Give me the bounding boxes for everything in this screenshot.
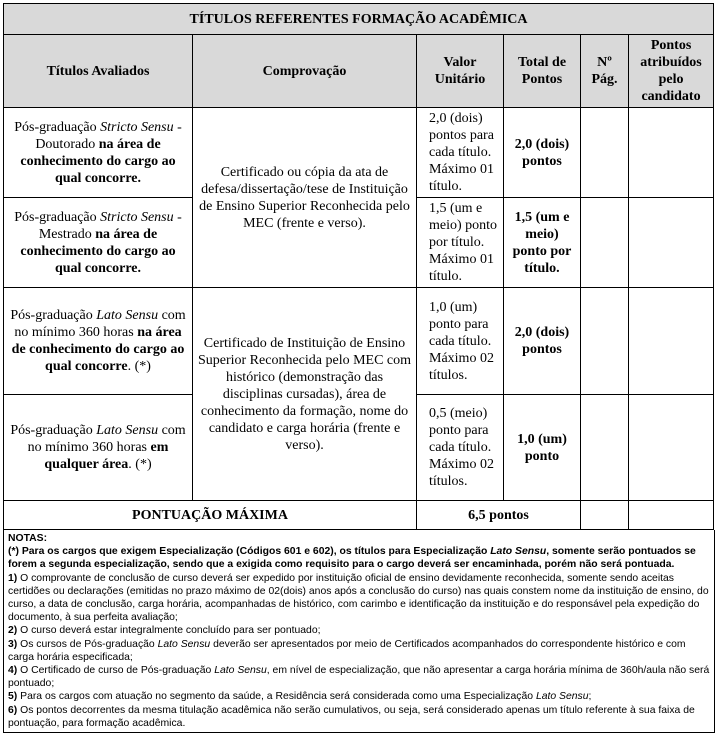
atribuidos-cell [629,395,714,501]
titulo-cell: Pós-graduação Stricto Sensu - Mestrado na área de conhecimento do cargo ao qual concorre. [4,198,193,288]
valor-cell: 1,0 (um) ponto para cada título. Máximo 02 títulos. [417,288,504,395]
pag-cell [581,198,629,288]
note-2: 2) O curso deverá estar integralmente concluído para ser pontuado; [8,625,321,637]
titulo-cell: Pós-graduação Stricto Sensu - Doutorado na área de conhecimento do cargo ao qual concorre. [4,108,193,198]
pag-cell [581,108,629,198]
table-title: TÍTULOS REFERENTES FORMAÇÃO ACADÊMICA [4,4,714,35]
table-row [4,288,714,395]
header-atribuidos: Pontos atribuídos pelo candidato [629,35,714,108]
comprovacao-cell: Certificado de Instituição de Ensino Superior Reconhecida pelo MEC com histórico (demonstração das disciplinas cursadas), área de conhecimento da formação, nome do candidato e carga horária (frente e verso). [193,288,417,501]
note-1: 1) O comprovante de conclusão de curso deverá ser expedido por instituição oficial de ensino devidamente reconhecida, somente sendo aceitas certidões ou declarações (emitidas no prazo máximo de 02(dois) anos após a conclusão do curso) nas quais constem nome da instituição de ensino, do curso, a data de conclusão, carga horária, acompanhadas de histórico, com carimbo e identificação da instituição e do responsável pela expedição do documento, à sua perfeita avaliação; [8,572,709,624]
header-titulos: Títulos Avaliados [4,35,193,108]
note-5: 5) Para os cargos com atuação no segmento da saúde, a Residência será considerada como uma Especialização Lato Sensu; [8,691,592,703]
table-row [4,108,714,198]
pag-cell [581,288,629,395]
pag-cell [581,395,629,501]
total-cell: 1,5 (um e meio) ponto por título. [504,198,581,288]
pontuacao-maxima-label: PONTUAÇÃO MÁXIMA [4,501,417,530]
valor-cell: 2,0 (dois) pontos para cada título. Máximo 01 título. [417,108,504,198]
valor-cell: 1,5 (um e meio) ponto por título. Máximo 01 título. [417,198,504,288]
titulo-cell: Pós-graduação Lato Sensu com no mínimo 360 horas na área de conhecimento do cargo ao qual concorre. (*) [4,288,193,395]
total-cell: 1,0 (um) ponto [504,395,581,501]
notes-heading: NOTAS: [8,533,48,544]
titulo-cell: Pós-graduação Lato Sensu com no mínimo 360 horas em qualquer área. (*) [4,395,193,501]
header-valor: Valor Unitário [417,35,504,108]
note-star: (*) Para os cargos que exigem Especialização (Códigos 601 e 602), os títulos para Especialização Lato Sensu, somente serão pontuados se forem a segunda especialização, sendo que a exigida como requisito para o cargo deverá ser encaminhada, porém não será pontuada. [8,546,696,571]
atribuidos-cell [629,108,714,198]
document [3,3,713,733]
total-cell: 2,0 (dois) pontos [504,288,581,395]
header-pag: Nº Pág. [581,35,629,108]
atribuidos-cell [629,288,714,395]
note-3: 3) Os cursos de Pós-graduação Lato Sensu deverão ser apresentados por meio de Certificados acompanhados do correspondente histórico e com carga horária especificada; [8,638,686,663]
header-comprovacao: Comprovação [193,35,417,108]
notes-section [3,530,715,733]
titles-table [3,3,714,530]
total-row [4,501,714,530]
total-cell: 2,0 (dois) pontos [504,108,581,198]
atribuidos-cell [629,198,714,288]
atribuidos-cell [629,501,714,530]
note-4: 4) O Certificado de curso de Pós-graduação Lato Sensu, em nível de especialização, que não apresentar a carga horária mínima de 360h/aula não será pontuado; [8,665,710,690]
pontuacao-maxima-value: 6,5 pontos [417,501,581,530]
comprovacao-cell: Certificado ou cópia da ata de defesa/dissertação/tese de Instituição de Ensino Superior Reconhecida pelo MEC (frente e verso). [193,108,417,288]
header-total: Total de Pontos [504,35,581,108]
pag-cell [581,501,629,530]
valor-cell: 0,5 (meio) ponto para cada título. Máximo 02 títulos. [417,395,504,501]
note-6: 6) Os pontos decorrentes da mesma titulação acadêmica não serão cumulativos, ou seja, será considerado apenas um título referente à sua faixa de pontuação, para formação acadêmica. [8,704,695,729]
